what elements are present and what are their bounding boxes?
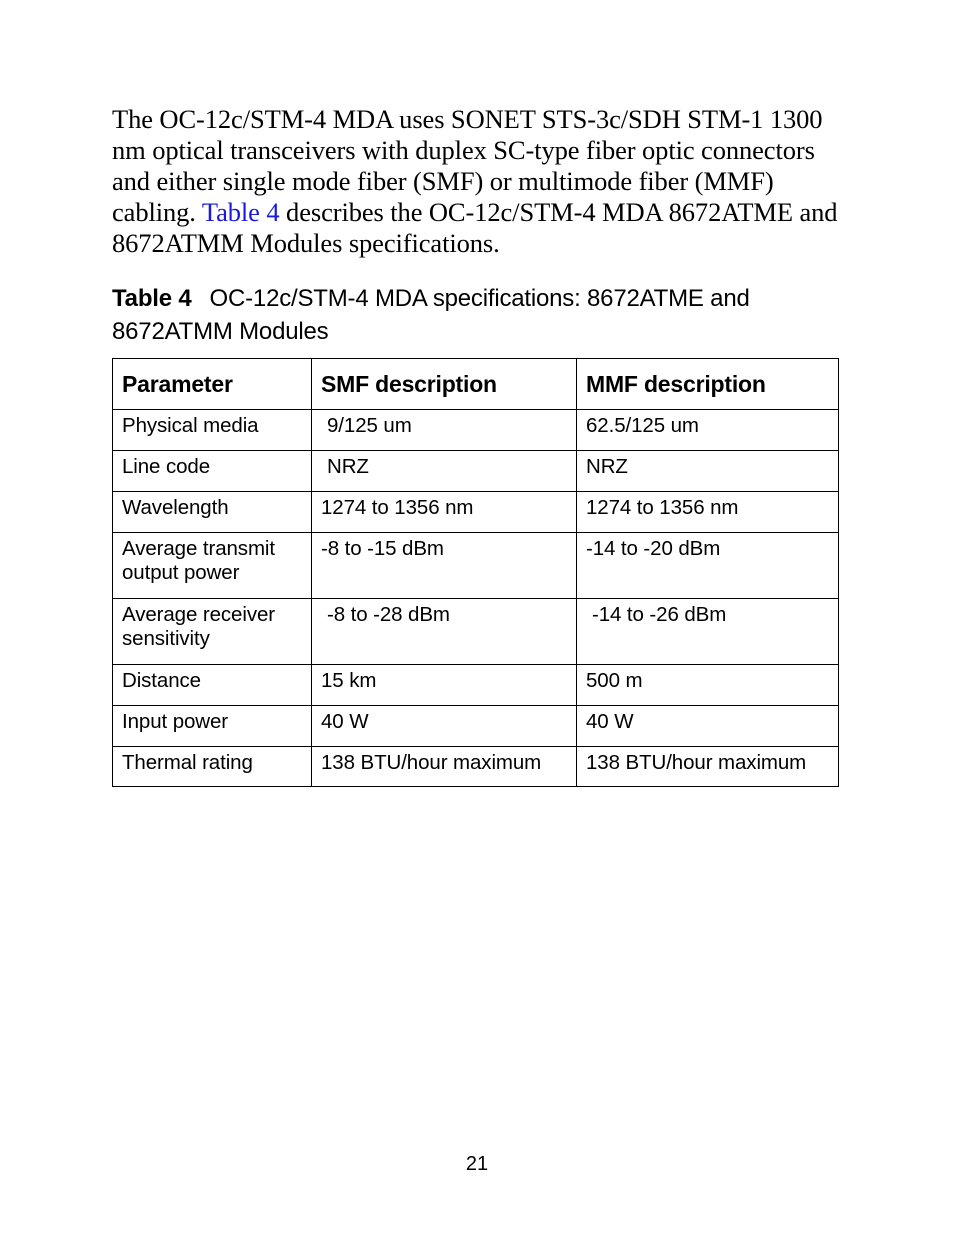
cell-smf: NRZ [312, 451, 577, 492]
cell-smf: 1274 to 1356 nm [312, 492, 577, 533]
header-smf-description: SMF description [312, 359, 577, 410]
cell-mmf: 1274 to 1356 nm [577, 492, 839, 533]
intro-paragraph [112, 104, 842, 259]
table-header-row [113, 359, 839, 410]
specifications-table [112, 358, 839, 787]
cell-smf: 138 BTU/hour maximum [312, 747, 577, 787]
table-row-physical-media [113, 410, 839, 451]
table-row-line-code [113, 451, 839, 492]
cell-smf: 15 km [312, 665, 577, 706]
table-row-distance [113, 665, 839, 706]
page-number: 21 [465, 1153, 489, 1175]
cell-mmf: NRZ [577, 451, 839, 492]
header-parameter: Parameter [113, 359, 312, 410]
cell-mmf: 62.5/125 um [577, 410, 839, 451]
cell-parameter: Line code [113, 451, 312, 492]
cell-parameter: Input power [113, 706, 312, 747]
cell-mmf: 138 BTU/hour maximum [577, 747, 839, 787]
table-row-wavelength [113, 492, 839, 533]
cell-parameter: Average receiver sensitivity [113, 599, 312, 665]
cell-smf: -8 to -15 dBm [312, 533, 577, 599]
table-4-link[interactable]: Table 4 [201, 197, 280, 227]
table-caption-label: Table 4 [112, 285, 192, 312]
table-row-thermal-rating [113, 747, 839, 787]
table-row-average-receiver-sensitivity [113, 599, 839, 665]
cell-mmf: 40 W [577, 706, 839, 747]
cell-parameter: Physical media [113, 410, 312, 451]
cell-parameter: Distance [113, 665, 312, 706]
cell-smf: 40 W [312, 706, 577, 747]
intro-text-before: The OC-12c/STM-4 MDA uses SONET STS-3c/SDH STM-1 1300 nm optical transceivers with duplex SC-type fiber optic connectors and either single mode fiber (SMF) or multimode fiber (MMF) cabling. [112, 104, 823, 227]
table-caption-title: OC-12c/STM-4 MDA specifications: 8672ATME and 8672ATMM Modules [112, 285, 750, 345]
table-row-average-transmit-output-power [113, 533, 839, 599]
header-mmf-description: MMF description [577, 359, 839, 410]
cell-smf: 9/125 um [312, 410, 577, 451]
cell-parameter: Wavelength [113, 492, 312, 533]
cell-mmf: 500 m [577, 665, 839, 706]
cell-smf: -8 to -28 dBm [312, 599, 577, 665]
cell-parameter: Average transmit output power [113, 533, 312, 599]
table-caption [112, 282, 847, 348]
table-row-input-power [113, 706, 839, 747]
cell-parameter: Thermal rating [113, 747, 312, 787]
cell-mmf: -14 to -26 dBm [577, 599, 839, 665]
intro-text-after: describes the OC-12c/STM-4 MDA 8672ATME and 8672ATMM Modules specifications. [112, 197, 838, 258]
cell-mmf: -14 to -20 dBm [577, 533, 839, 599]
